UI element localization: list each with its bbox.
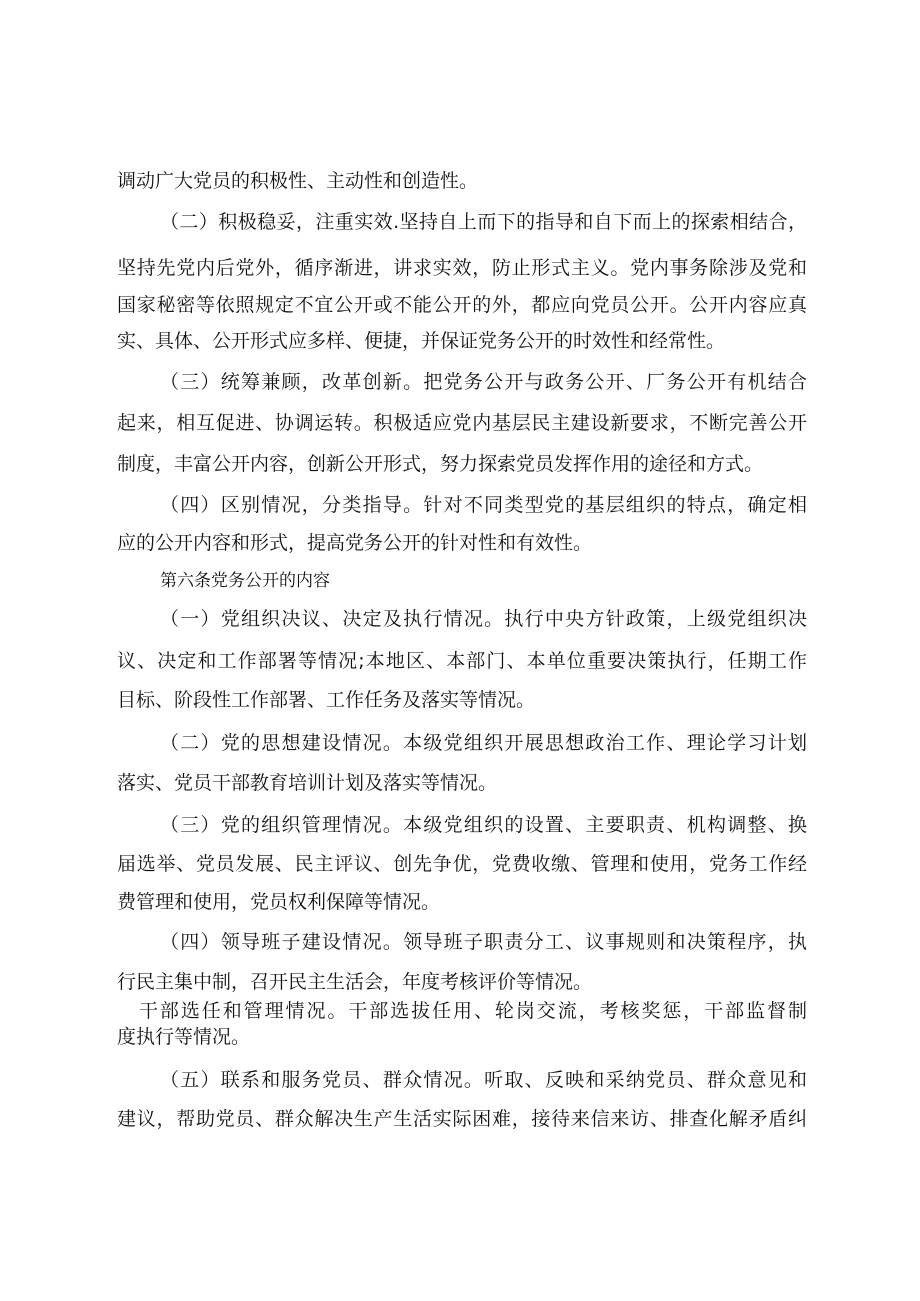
text-line-21: 行民主集中制，召开民主生活会，年度考核评价等情况。 [117,971,593,993]
text-line-22: 干部选任和管理情况。干部选拔任用、轮岗交流，考核奖惩，干部监督制 [139,1000,807,1022]
text-line-20: （四）领导班子建设情况。领导班子职责分工、议事规则和决策程序，执 [160,931,807,953]
text-line-5: 实、具体、公开形式应多样、便捷，并保证党务公开的时效性和经常性。 [117,330,726,352]
text-line-15: （二）党的思想建设情况。本级党组织开展思想政治工作、理论学习计划 [160,732,807,754]
text-line-9: （四）区别情况，分类指导。针对不同类型党的基层组织的特点，确定相 [160,494,807,516]
text-line-13: 议、决定和工作部署等情况;本地区、本部门、本单位重要决策执行，任期工作 [117,650,807,672]
text-line-6: （三）统筹兼顾，改革创新。把党务公开与政务公开、厂务公开有机结合 [160,371,807,393]
text-line-4: 国家秘密等依照规定不宜公开或不能公开的外，都应向党员公开。公开内容应真 [117,294,807,316]
text-line-18: 届选举、党员发展、民主评议、创先争优，党费收缴、管理和使用，党务工作经 [117,853,807,875]
text-line-3: 坚持先党内后党外，循序渐进，讲求实效，防止形式主义。党内事务除涉及党和 [117,257,807,279]
text-line-12: （一）党组织决议、决定及执行情况。执行中央方针政策，上级党组织决 [160,608,807,630]
text-line-16: 落实、党员干部教育培训计划及落实等情况。 [117,772,498,794]
text-line-19: 费管理和使用，党员权利保障等情况。 [117,891,441,913]
text-line-2: （二）积极稳妥，注重实效.坚持自上而下的指导和自下而上的探索相结合， [160,211,807,233]
text-line-17: （三）党的组织管理情况。本级党组织的设置、主要职责、机构调整、换 [160,814,807,836]
text-line-8: 制度，丰富公开内容，创新公开形式，努力探索党员发挥作用的途径和方式。 [117,453,764,475]
text-line-10: 应的公开内容和形式，提高党务公开的针对性和有效性。 [117,532,593,554]
article-heading: 第六条党务公开的内容 [160,571,330,591]
text-line-14: 目标、阶段性工作部署、工作任务及落实等情况。 [117,689,536,711]
text-line-1: 调动广大党员的积极性、主动性和创造性。 [117,170,479,192]
text-line-7: 起来，相互促进、协调运转。积极适应党内基层民主建设新要求，不断完善公开 [117,412,807,434]
text-line-24: （五）联系和服务党员、群众情况。听取、反映和采纳党员、群众意见和 [160,1069,807,1091]
text-line-23: 度执行等情况。 [117,1026,251,1048]
text-line-25: 建议，帮助党员、群众解决生产生活实际困难，接待来信来访、排查化解矛盾纠 [117,1108,807,1130]
